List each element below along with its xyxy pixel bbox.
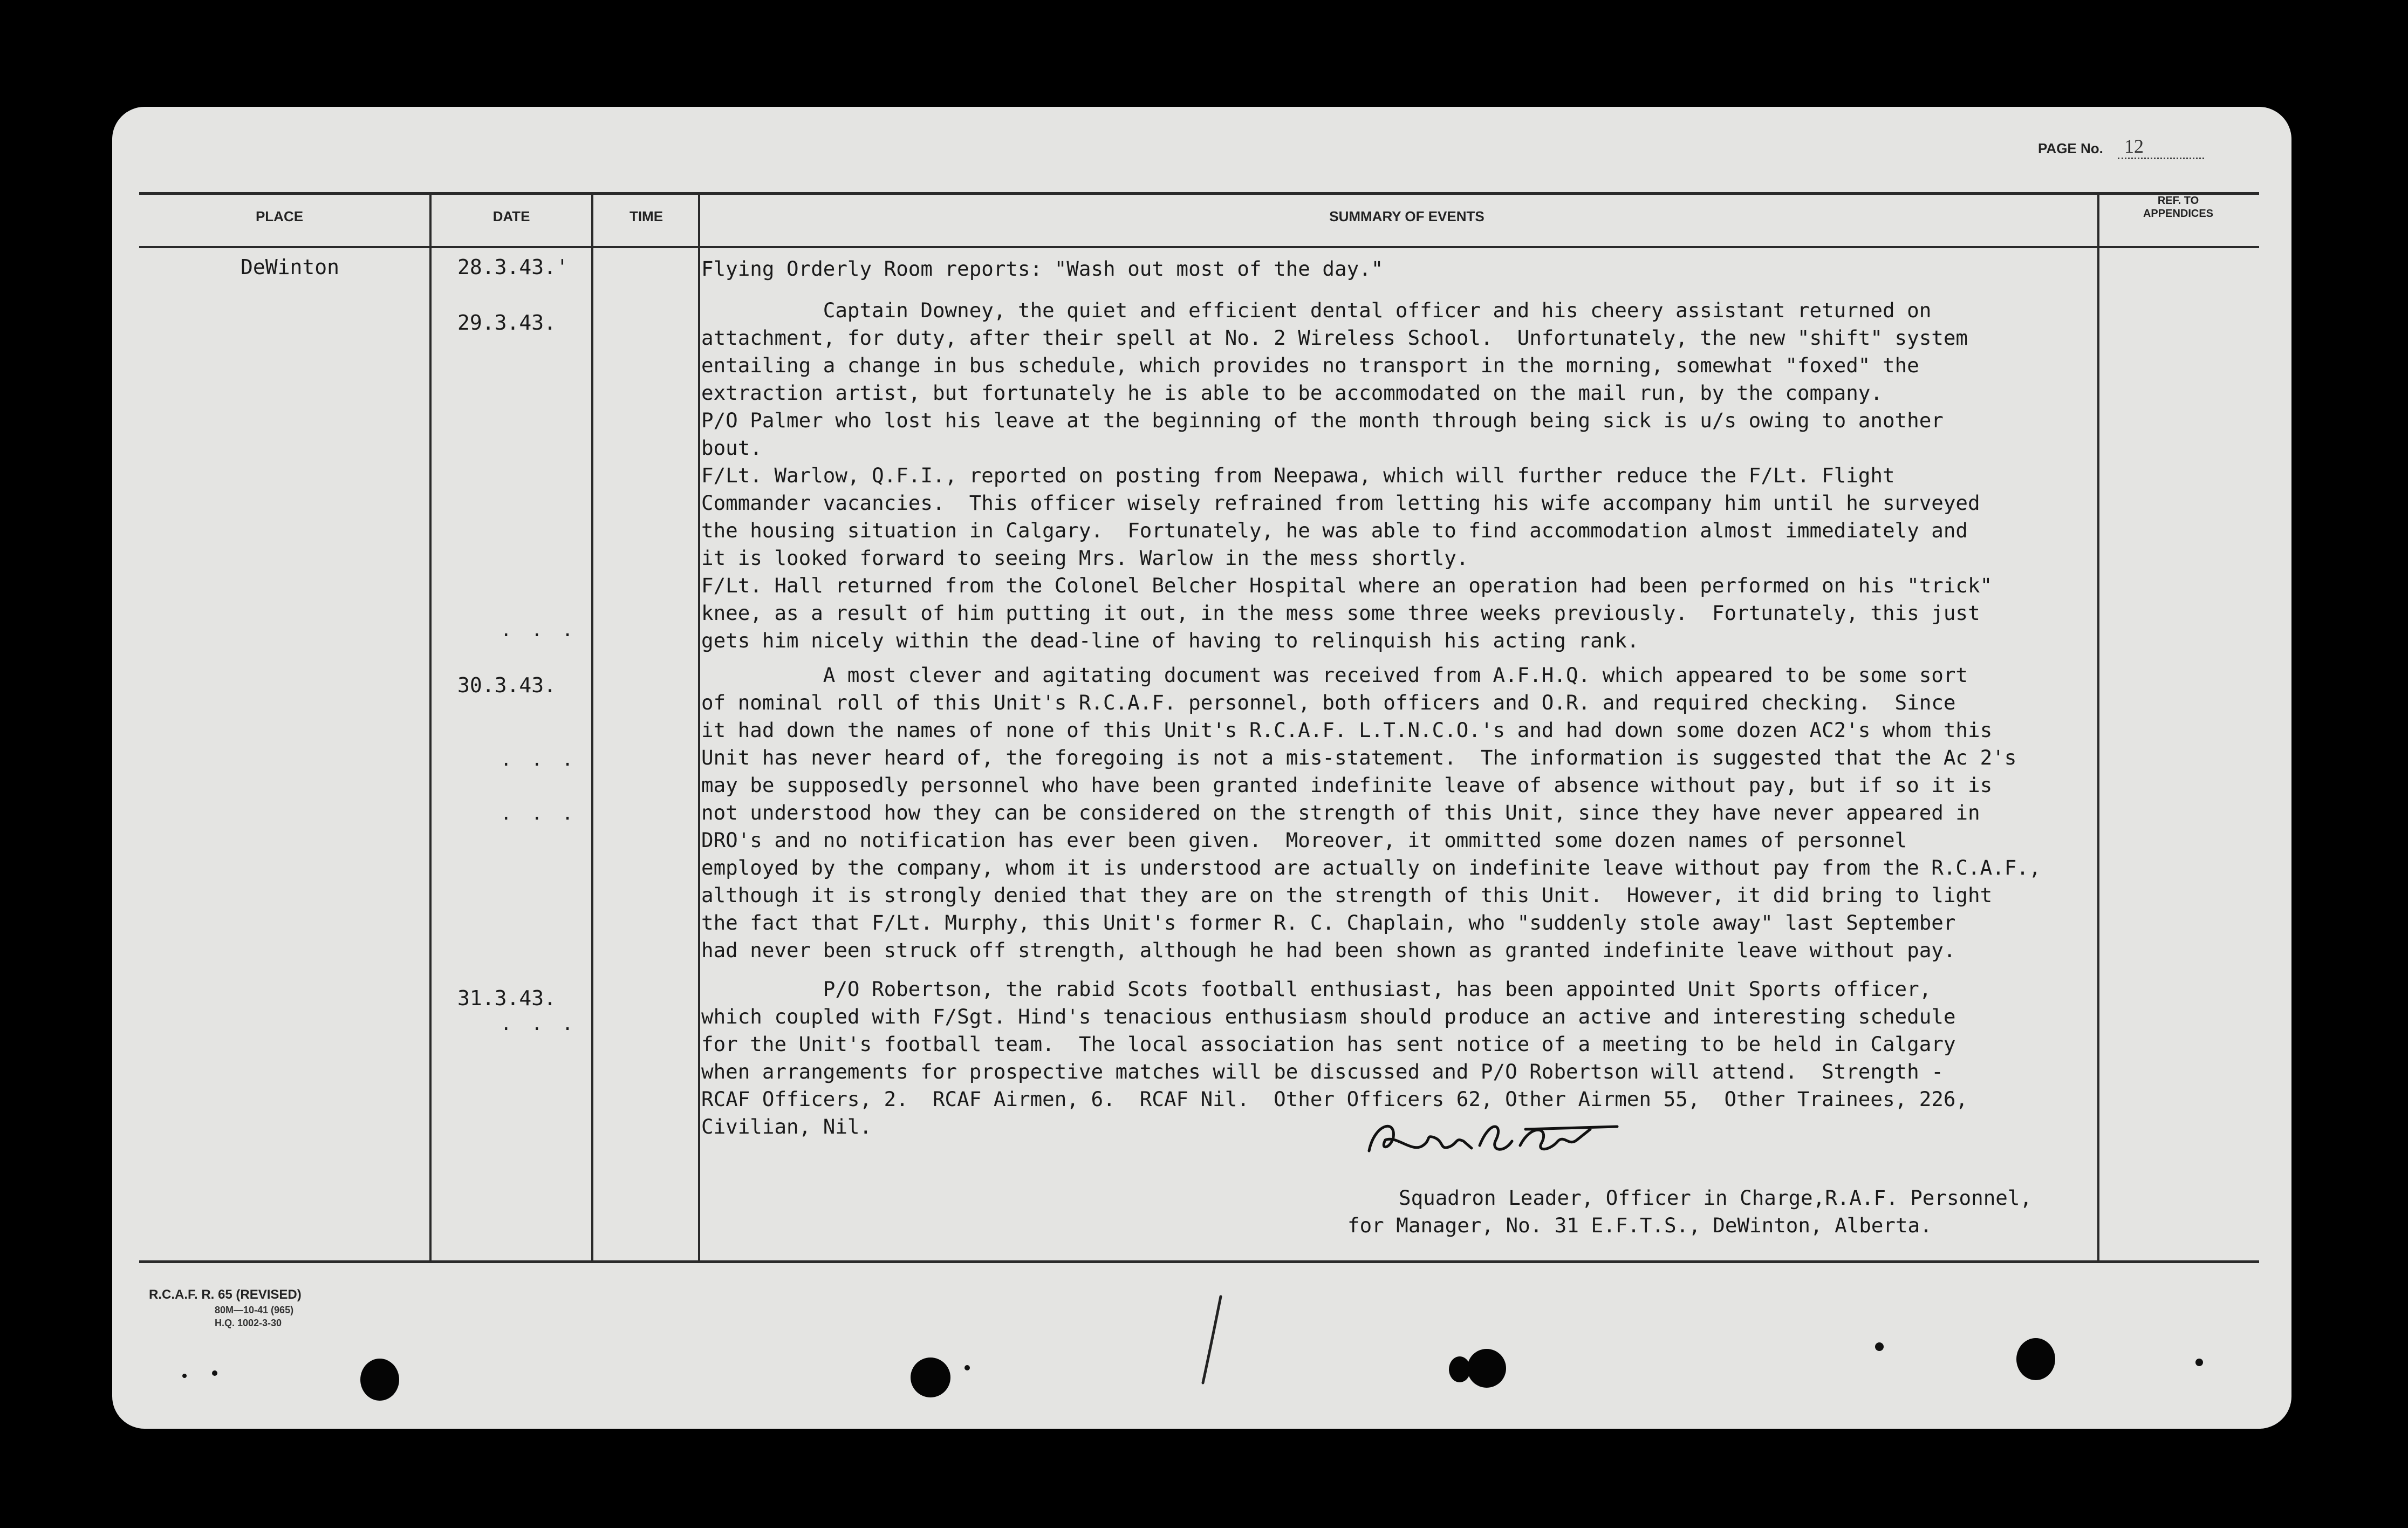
dot-leader-3: . . . [501,803,578,824]
col-divider-time-summary [698,192,700,1263]
summary-entry-29-3-43: Captain Downey, the quiet and efficient dental officer and his cheery assistant returned on attachment, for duty, after their spell at No. 2 Wireless School. Unfortunately, the new "shift" system entailing a change in bus schedule, which provides no transport in the morning, somewhat "foxed" the extraction artist, but fortunately he is able to be accommodated on the mail run, by the company. P/O Palmer who lost his leave at the beginning of the month through being sick is u/s owing to another bout. F/Lt. Warlow, Q.F.I., reported on posting from Neepawa, which will further reduce the F/Lt. Flight Commander vacancies. This officer wisely refrained from letting his wife accompany him until he surveyed the housing situation in Calgary. Fortunately, he was able to find accommodation almost immediately and it is looked forward to seeing Mrs. Warlow in the mess shortly. F/Lt. Hall returned from the Colonel Belcher Hospital where an operation had been performed on his "trick" knee, as a result of him putting it out, in the mess some three weeks previously. Fortunately, this just gets him nicely within the dead-line of having to relinquish his acting rank. [701,298,1993,652]
page-number-underline [2118,158,2204,159]
scan-speck [1875,1342,1884,1351]
header-rule [139,246,2259,248]
dot-leader-1: . . . [501,619,578,641]
signature-text: Ron R. Coates [1364,1166,1368,1167]
dot-leader-4: . . . [501,1013,578,1035]
form-hq-code: H.Q. 1002-3-30 [215,1318,282,1328]
place-entry: DeWinton [241,255,340,279]
date-entry-3: 30.3.43. [457,673,557,697]
date-entry-2: 29.3.43. [457,311,557,335]
punch-hole [360,1359,399,1401]
header-date: DATE [492,208,530,224]
signature-line-1: Squadron Leader, Officer in Charge,R.A.F. Personnel, [1399,1186,2032,1210]
summary-entry-28-3-43: Flying Orderly Room reports: "Wash out most of the day." [701,257,1384,281]
scan-speck [212,1370,217,1376]
handwritten-signature [1364,1108,1623,1167]
scan-speck [182,1374,187,1378]
page-number-value: 12 [2124,135,2144,157]
punch-hole [1467,1349,1506,1388]
summary-entry-31-3-43: P/O Robertson, the rabid Scots football enthusiast, has been appointed Unit Sports officer, which coupled with F/Sgt. Hind's tenacious enthusiasm should produce an active and interesting schedule for the Unit's football team. The local association has sent notice of a meeting to be held in Calgary when arrangements for prospective matches will be discussed and P/O Robertson will attend. Strength - RCAF Officers, 2. RCAF Airmen, 6. RCAF Nil. Other Officers 62, Other Airmen 55, Other Trainees, 226, Civilian, Nil. [701,977,1968,1138]
header-ref-line2: APPENDICES [2143,208,2214,220]
header-place: PLACE [255,208,304,224]
date-entry-1: 28.3.43.' [457,255,569,279]
header-ref [2103,194,2254,220]
punch-hole [1449,1356,1470,1382]
scan-speck [964,1365,970,1370]
summary-entry-30-3-43: A most clever and agitating document was received from A.F.H.Q. which appeared to be some sort of nominal roll of this Unit's R.C.A.F. personnel, both officers and O.R. and required checking. Since it had down the names of none of this Unit's R.C.A.F. L.T.N.C.O.'s and had down some dozen AC2's whom this Unit has never heard of, the foregoing is not a mis-statement. The information is suggested that the Ac 2's may be supposedly personnel who have been granted indefinite leave of absence without pay, but if so it is not understood how they can be considered on the strength of this Unit, since they have never appeared in DRO's and no notification has ever been given. Moreover, it ommitted some dozen names of personnel employed by the company, whom it is understood are actually on indefinite leave without pay from the R.C.A.F., although it is strongly denied that they are on the strength of this Unit. However, it did bring to light the fact that F/Lt. Murphy, this Unit's former R. C. Chaplain, who "suddenly stole away" last September had never been struck off strength, although he had been shown as granted indefinite leave without pay. [701,663,2041,962]
pen-mark [1191,1291,1234,1399]
date-entry-4: 31.3.43. [457,986,557,1010]
header-summary: SUMMARY OF EVENTS [1329,208,1485,224]
punch-hole [911,1358,950,1397]
bottom-rule [139,1260,2259,1263]
form-identifier: R.C.A.F. R. 65 (REVISED) [149,1287,302,1302]
header-ref-line1: REF. TO [2157,195,2199,207]
signature-line-2: for Manager, No. 31 E.F.T.S., DeWinton, Alberta. [1347,1213,1932,1237]
page-number-label: PAGE No. [2038,140,2103,156]
top-rule [139,192,2259,195]
form-print-code: 80M—10-41 (965) [215,1305,294,1315]
dot-leader-2: . . . [501,749,578,770]
punch-hole [2016,1338,2055,1380]
col-divider-place-date [429,192,432,1263]
col-divider-date-time [591,192,593,1263]
scan-speck [2195,1359,2203,1366]
header-time: TIME [629,208,663,224]
diary-page [112,107,2291,1429]
